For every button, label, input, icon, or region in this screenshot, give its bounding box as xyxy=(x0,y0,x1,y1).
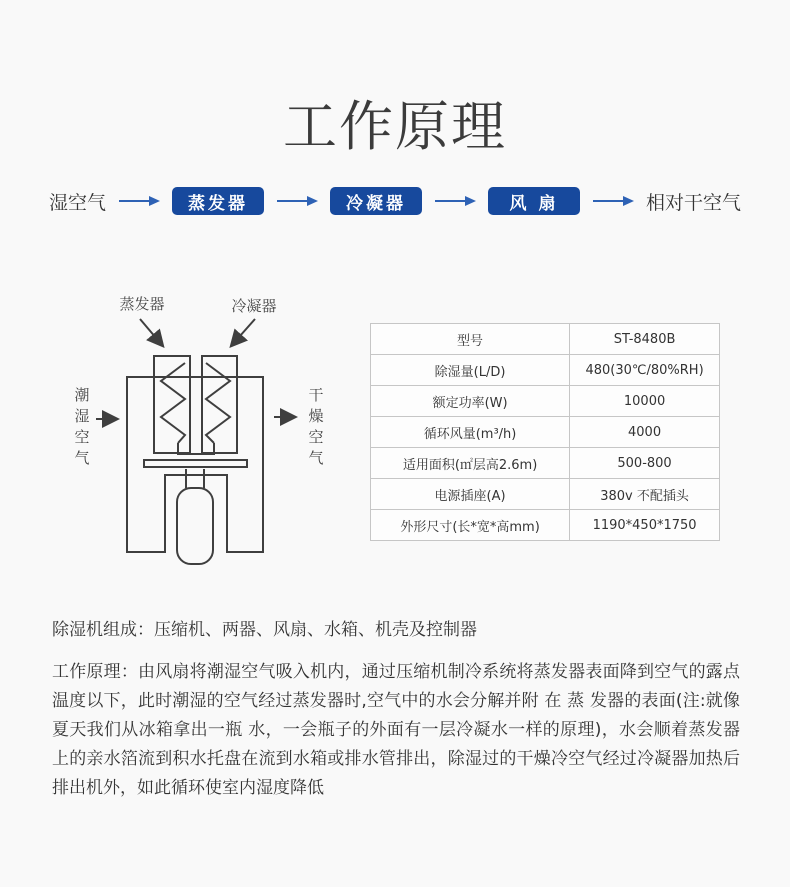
spec-label: 额定功率(W) xyxy=(371,386,570,417)
page-title: 工作原理 xyxy=(283,95,507,158)
right-arrow-icon xyxy=(592,195,634,207)
table-row xyxy=(371,417,720,448)
flow-step-condenser: 冷凝器 xyxy=(330,187,422,215)
condenser-label: 冷凝器 xyxy=(231,297,277,315)
spec-value: 380v 不配插头 xyxy=(570,479,720,510)
flow-step-evaporator: 蒸发器 xyxy=(172,187,264,215)
description-section xyxy=(52,616,740,803)
principle-paragraph: 工作原理：由风扇将潮湿空气吸入机内，通过压缩机制冷系统将蒸发器表面降到空气的露点温度以下，此时潮湿的空气经过蒸发器时,空气中的水会分解并附 在 蒸 发器的表面(注:就像夏天我们从冰箱拿出一瓶 水，一会瓶子的外面有一层冷凝水一样的原理)，水会顺着蒸发器上的亲水箔流到积水托盘在流到水箱或排水管排出，除湿过的干燥冷空气经过冷凝器加热后排出机外，如此循环使室内湿度降低 xyxy=(52,662,740,798)
spec-label: 外形尺寸(长*宽*高mm) xyxy=(371,510,570,541)
spec-label: 适用面积(㎡层高2.6m) xyxy=(371,448,570,479)
right-arrow-icon xyxy=(118,195,160,207)
spec-value: 500-800 xyxy=(570,448,720,479)
spec-value: 4000 xyxy=(570,417,720,448)
spec-value: 10000 xyxy=(570,386,720,417)
right-arrow-icon xyxy=(276,195,318,207)
spec-label: 除湿量(L/D) xyxy=(371,355,570,386)
table-row xyxy=(371,324,720,355)
composition-paragraph: 除湿机组成：压缩机、两器、风扇、水箱、机壳及控制器 xyxy=(52,620,477,640)
dehumidifier-schematic xyxy=(40,283,362,595)
spec-table xyxy=(370,323,720,541)
table-row xyxy=(371,355,720,386)
table-row xyxy=(371,479,720,510)
table-row xyxy=(371,448,720,479)
spec-value: 480(30℃/80%RH) xyxy=(570,355,720,386)
table-row xyxy=(371,510,720,541)
process-flow xyxy=(0,185,790,217)
flow-step-fan: 风 扇 xyxy=(488,187,580,215)
spec-label: 型号 xyxy=(371,324,570,355)
spec-label: 电源插座(A) xyxy=(371,479,570,510)
spec-label: 循环风量(m³/h) xyxy=(371,417,570,448)
evaporator-label: 蒸发器 xyxy=(119,295,165,313)
spec-value: ST-8480B xyxy=(570,324,720,355)
right-arrow-icon xyxy=(434,195,476,207)
flow-output-label: 相对干空气 xyxy=(646,191,742,214)
flow-input-label: 湿空气 xyxy=(48,191,106,214)
table-row xyxy=(371,386,720,417)
wet-air-label: 潮湿空气 xyxy=(74,386,90,467)
dry-air-label: 干燥空气 xyxy=(308,386,324,467)
spec-value: 1190*450*1750 xyxy=(570,510,720,541)
